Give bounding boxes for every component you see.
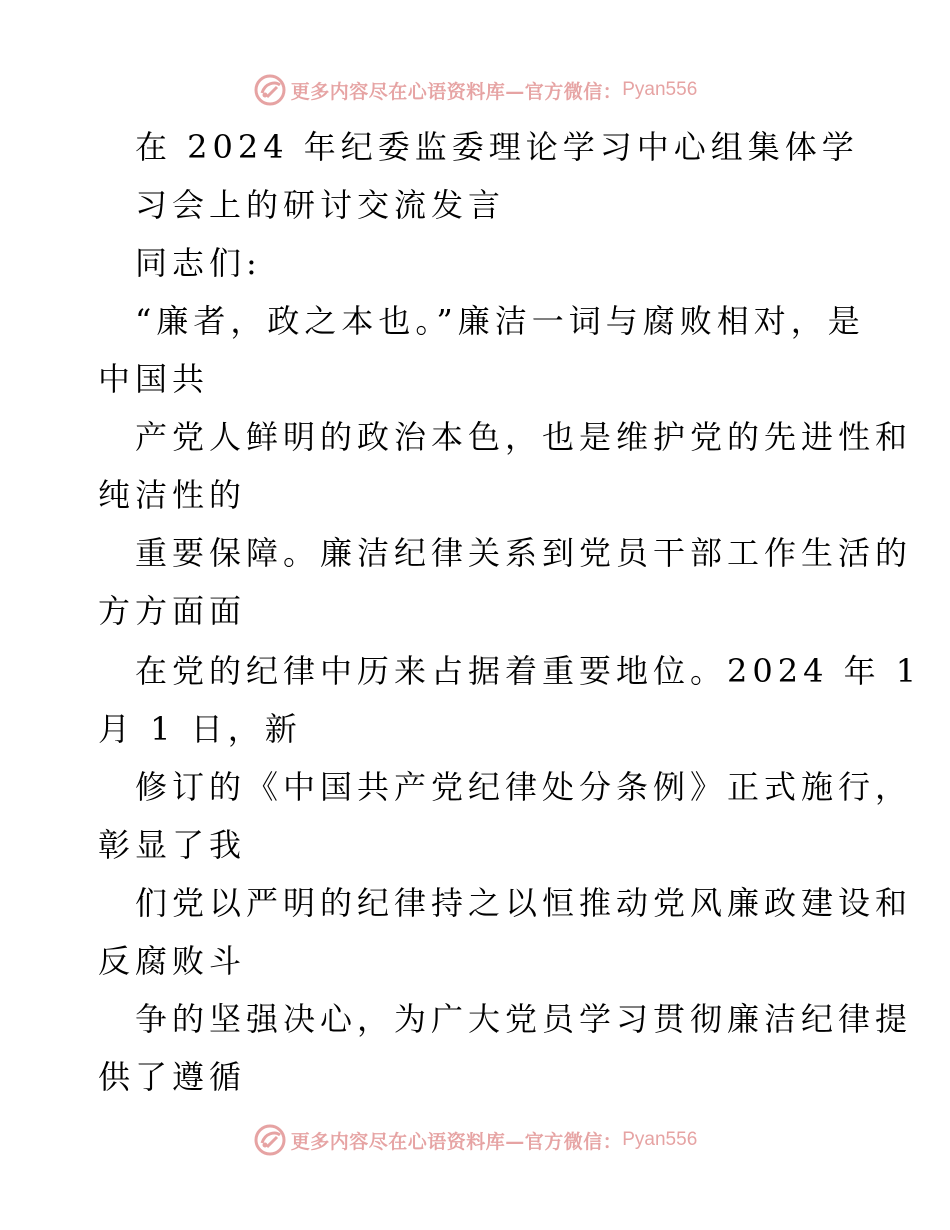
body-line: 修订的《中国共产党纪律处分条例》正式施行， bbox=[135, 768, 913, 806]
body-line: 重要保障。廉洁纪律关系到党员干部工作生活的 bbox=[135, 534, 913, 572]
body-line: 争的坚强决心，为广大党员学习贯彻廉洁纪律提 bbox=[135, 1000, 913, 1038]
body-line: 月 1 日，新 bbox=[98, 710, 302, 748]
body-line: 彰显了我 bbox=[98, 826, 247, 864]
body-line: “廉者，政之本也。”廉洁一词与腐败相对，是 bbox=[135, 302, 865, 340]
body-line: 纯洁性的 bbox=[98, 476, 247, 514]
body-line: 供了遵循 bbox=[98, 1058, 247, 1096]
salutation: 同志们: bbox=[135, 244, 262, 282]
body-line: 反腐败斗 bbox=[98, 942, 247, 980]
body-line: 中国共 bbox=[98, 360, 210, 398]
watermark-id: Pyan556 bbox=[622, 1129, 698, 1150]
header-watermark bbox=[0, 70, 950, 110]
body-line: 在党的纪律中历来占据着重要地位。2024 年 1 bbox=[135, 652, 922, 690]
footer-watermark bbox=[0, 1120, 950, 1160]
watermark-text: 更多内容尽在心语资料库—官方微信： bbox=[290, 80, 623, 103]
logo-icon bbox=[253, 1123, 287, 1157]
document-title-line-2: 习会上的研讨交流发言 bbox=[135, 186, 506, 224]
watermark-id: Pyan556 bbox=[622, 79, 698, 100]
logo-icon bbox=[253, 73, 287, 107]
document-title-line-1: 在 2024 年纪委监委理论学习中心组集体学 bbox=[135, 128, 859, 166]
body-line: 们党以严明的纪律持之以恒推动党风廉政建设和 bbox=[135, 884, 913, 922]
body-line: 产党人鲜明的政治本色，也是维护党的先进性和 bbox=[135, 418, 913, 456]
watermark-text: 更多内容尽在心语资料库—官方微信： bbox=[290, 1130, 623, 1153]
body-line: 方方面面 bbox=[98, 592, 247, 630]
